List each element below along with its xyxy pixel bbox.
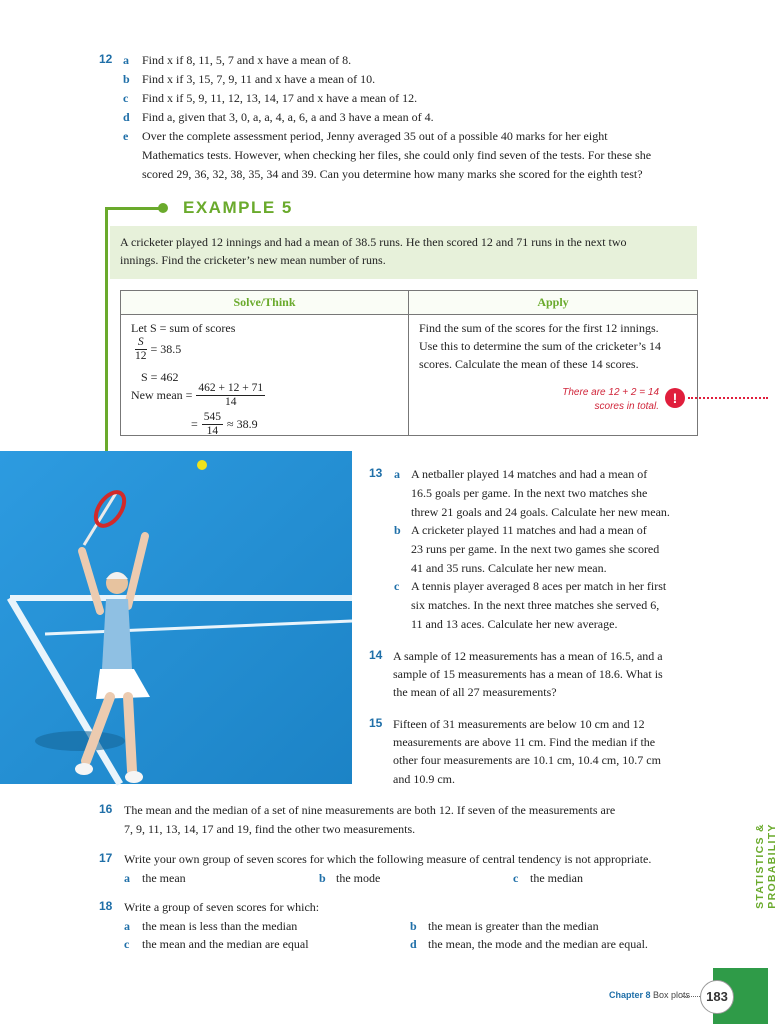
part-letter: a — [124, 919, 130, 933]
part-letter: a — [123, 53, 129, 67]
fraction-sum-over-14 — [196, 382, 265, 409]
question-number-17: 17 — [99, 851, 113, 865]
q12e-line1: Over the complete assessment period, Jenny averaged 35 out of a possible 40 marks for her eight — [142, 129, 608, 143]
part-letter: b — [410, 919, 417, 933]
note-line1: There are 12 + 2 = 14 — [562, 387, 659, 398]
q15-line1: Fifteen of 31 measurements are below 10 cm and 12 — [393, 717, 645, 731]
q12c-text: Find x if 5, 9, 11, 12, 13, 14, 17 and x have a mean of 12. — [142, 91, 418, 105]
footer-chapter-number: Chapter 8 — [609, 990, 651, 1000]
q13c-line1: A tennis player averaged 8 aces per match in her first — [411, 579, 667, 593]
question-number-18: 18 — [99, 899, 113, 913]
fraction-denominator: 12 — [135, 350, 147, 362]
part-letter: c — [123, 91, 129, 105]
q13c-line2: six matches. In the next three matches she served 6, — [411, 598, 660, 612]
fraction-numerator: S — [135, 336, 147, 350]
example-bullet-dot — [158, 203, 168, 213]
q17a-text: the mean — [142, 871, 186, 885]
part-letter: d — [410, 937, 417, 951]
equals-sign: = — [191, 417, 198, 432]
q13a-line2: 16.5 goals per game. In the next two matches she — [411, 486, 648, 500]
q16-line1: The mean and the median of a set of nine measurements are both 12. If seven of the measurements are — [124, 803, 616, 817]
part-letter: d — [123, 110, 130, 124]
strand-side-label: STATISTICS & PROBABILITY — [754, 823, 778, 909]
part-letter: a — [394, 467, 400, 481]
footer-leader-dots — [682, 996, 700, 997]
apply-line2: Use this to determine the sum of the cricketer’s 14 — [419, 339, 662, 353]
fraction-numerator: 545 — [203, 411, 222, 423]
q13c-line3: 11 and 13 aces. Calculate her new average. — [411, 617, 618, 631]
fraction-545-over-14 — [202, 411, 223, 438]
apply-header: Apply — [409, 291, 698, 315]
tennis-player-illustration — [0, 451, 352, 784]
q14-line3: the mean of all 27 measurements? — [393, 685, 557, 699]
note-leader-line — [688, 397, 768, 399]
part-letter: e — [123, 129, 129, 143]
q13a-line1: A netballer played 14 matches and had a mean of — [411, 467, 648, 481]
question-number-14: 14 — [369, 648, 383, 662]
q17-stem: Write your own group of seven scores for which the following measure of central tendency is not appropriate. — [124, 852, 652, 866]
example-problem-line1: A cricketer played 12 innings and had a mean of 38.5 runs. He then scored 12 and 71 runs in the next two — [120, 235, 627, 249]
question-number-13: 13 — [369, 466, 383, 480]
q18b-text: the mean is greater than the median — [428, 919, 599, 933]
solve-s-value: S = 462 — [141, 370, 179, 384]
q12e-line2: Mathematics tests. However, when checking her files, she could only find seven of the tests. For these she — [142, 148, 652, 162]
q18d-text: the mean, the mode and the median are equal. — [428, 937, 648, 951]
part-letter: a — [124, 871, 130, 885]
page-number: 183 — [700, 980, 734, 1014]
footer-chapter-topic: Box plots — [653, 990, 691, 1000]
q12b-text: Find x if 3, 15, 7, 9, 11 and x have a mean of 10. — [142, 72, 376, 86]
solve-eq1: = 38.5 — [150, 342, 182, 357]
q12d-text: Find a, given that 3, 0, a, a, 4, a, 6, a and 3 have a mean of 4. — [142, 110, 434, 124]
q14-line2: sample of 15 measurements has a mean of 18.6. What is — [393, 667, 663, 681]
footer-chapter — [609, 990, 690, 1000]
part-letter: b — [123, 72, 130, 86]
question-number-15: 15 — [369, 716, 383, 730]
example-problem-line2: innings. Find the cricketer’s new mean number of runs. — [120, 253, 386, 267]
solve-line-new-mean — [131, 382, 265, 409]
q18-stem: Write a group of seven scores for which: — [124, 900, 320, 914]
q18a-text: the mean is less than the median — [142, 919, 298, 933]
apply-line3: scores. Calculate the mean of these 14 scores. — [419, 357, 639, 371]
q18c-text: the mean and the median are equal — [142, 937, 309, 951]
q14-line1: A sample of 12 measurements has a mean of 16.5, and a — [393, 649, 663, 663]
approx-result: ≈ 38.9 — [227, 417, 258, 432]
solve-line-result — [191, 411, 258, 438]
tennis-player-photo — [0, 451, 352, 784]
solve-think-header: Solve/Think — [121, 291, 409, 315]
part-letter: c — [124, 937, 130, 951]
alert-icon: ! — [665, 388, 685, 408]
q17b-text: the mode — [336, 871, 381, 885]
example-title: EXAMPLE 5 — [183, 198, 293, 217]
part-letter: b — [319, 871, 326, 885]
apply-line1: Find the sum of the scores for the first 12 innings. — [419, 321, 659, 335]
question-number-12: 12 — [99, 52, 113, 66]
fraction-numerator: 462 + 12 + 71 — [198, 382, 264, 394]
solve-let: Let S = sum of scores — [131, 321, 236, 335]
q15-line2: measurements are above 11 cm. Find the median if the — [393, 735, 656, 749]
worked-solution-table — [120, 290, 698, 436]
q13b-line2: 23 runs per game. In the next two games she scored — [411, 542, 660, 556]
q13a-line3: threw 21 goals and 24 goals. Calculate her new mean. — [411, 505, 670, 519]
q13b-line3: 41 and 35 runs. Calculate her new mean. — [411, 561, 607, 575]
part-letter: b — [394, 523, 401, 537]
fraction-denominator: 14 — [225, 396, 237, 408]
new-mean-label: New mean = — [131, 388, 193, 403]
q17c-text: the median — [530, 871, 583, 885]
part-letter: c — [394, 579, 400, 593]
part-letter: c — [513, 871, 519, 885]
apply-cell — [409, 315, 698, 436]
q16-line2: 7, 9, 11, 13, 14, 17 and 19, find the other two measurements. — [124, 822, 416, 836]
solve-cell — [121, 315, 409, 436]
note-line2: scores in total. — [594, 401, 659, 412]
q12a-text: Find x if 8, 11, 5, 7 and x have a mean of 8. — [142, 53, 352, 67]
example-problem-box — [110, 226, 697, 279]
example-bracket-horizontal — [105, 207, 163, 210]
q13b-line1: A cricketer played 11 matches and had a mean of — [411, 523, 647, 537]
note-text — [562, 386, 659, 414]
fraction-denominator: 14 — [206, 425, 219, 437]
question-number-16: 16 — [99, 802, 113, 816]
example-bracket-vertical — [105, 207, 108, 452]
fraction-s-over-12 — [135, 336, 147, 363]
q12e-line3: scored 29, 36, 32, 38, 35, 34 and 39. Can you determine how many marks she scored for the eighth test? — [142, 167, 643, 181]
solve-line-fraction1 — [135, 336, 181, 363]
q15-line4: and 10.9 cm. — [393, 772, 455, 786]
q15-line3: other four measurements are 10.1 cm, 10.4 cm, 10.7 cm — [393, 753, 661, 767]
